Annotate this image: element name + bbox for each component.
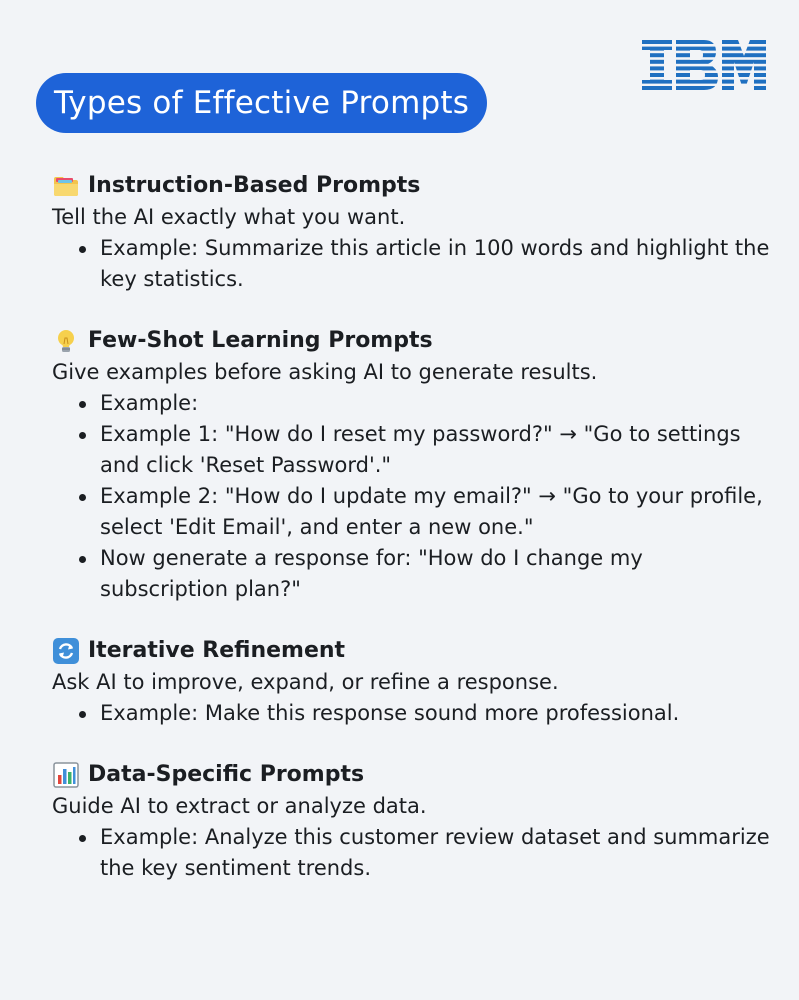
section-heading-text: Data-Specific Prompts [88,762,365,787]
folder-icon [52,172,80,200]
section-description: Guide AI to extract or analyze data. [52,794,427,818]
content [52,170,772,914]
section-heading [52,635,772,667]
section-heading [52,759,772,791]
section-instruction-based [52,170,772,295]
example-list [52,698,772,729]
refresh-icon [52,637,80,665]
example-list [52,388,772,605]
section-heading-text: Instruction-Based Prompts [88,173,421,198]
example-list [52,822,772,884]
section-heading-text: Iterative Refinement [88,638,346,663]
section-iterative [52,635,772,729]
example-item: Example: Make this response sound more professional. [100,698,772,729]
example-item: Example: Summarize this article in 100 words and highlight the key statistics. [100,233,772,295]
lightbulb-icon [52,327,80,355]
page-title: Types of Effective Prompts [36,73,487,133]
section-heading [52,170,772,202]
example-item: Now generate a response for: "How do I change my subscription plan?" [100,543,772,605]
section-description: Ask AI to improve, expand, or refine a response. [52,670,559,694]
example-item: Example 2: "How do I update my email?" → "Go to your profile, select 'Edit Email', and enter a new one." [100,481,772,543]
example-item: Example 1: "How do I reset my password?" → "Go to settings and click 'Reset Password'." [100,419,772,481]
section-description: Give examples before asking AI to generate results. [52,360,598,384]
example-list [52,233,772,295]
ibm-logo [642,40,766,90]
section-data-specific [52,759,772,884]
example-item: Example: Analyze this customer review dataset and summarize the key sentiment trends. [100,822,772,884]
section-few-shot [52,325,772,605]
example-item: Example: [100,388,772,419]
section-heading-text: Few-Shot Learning Prompts [88,328,433,353]
section-description: Tell the AI exactly what you want. [52,205,406,229]
section-heading [52,325,772,357]
bar-chart-icon [52,761,80,789]
